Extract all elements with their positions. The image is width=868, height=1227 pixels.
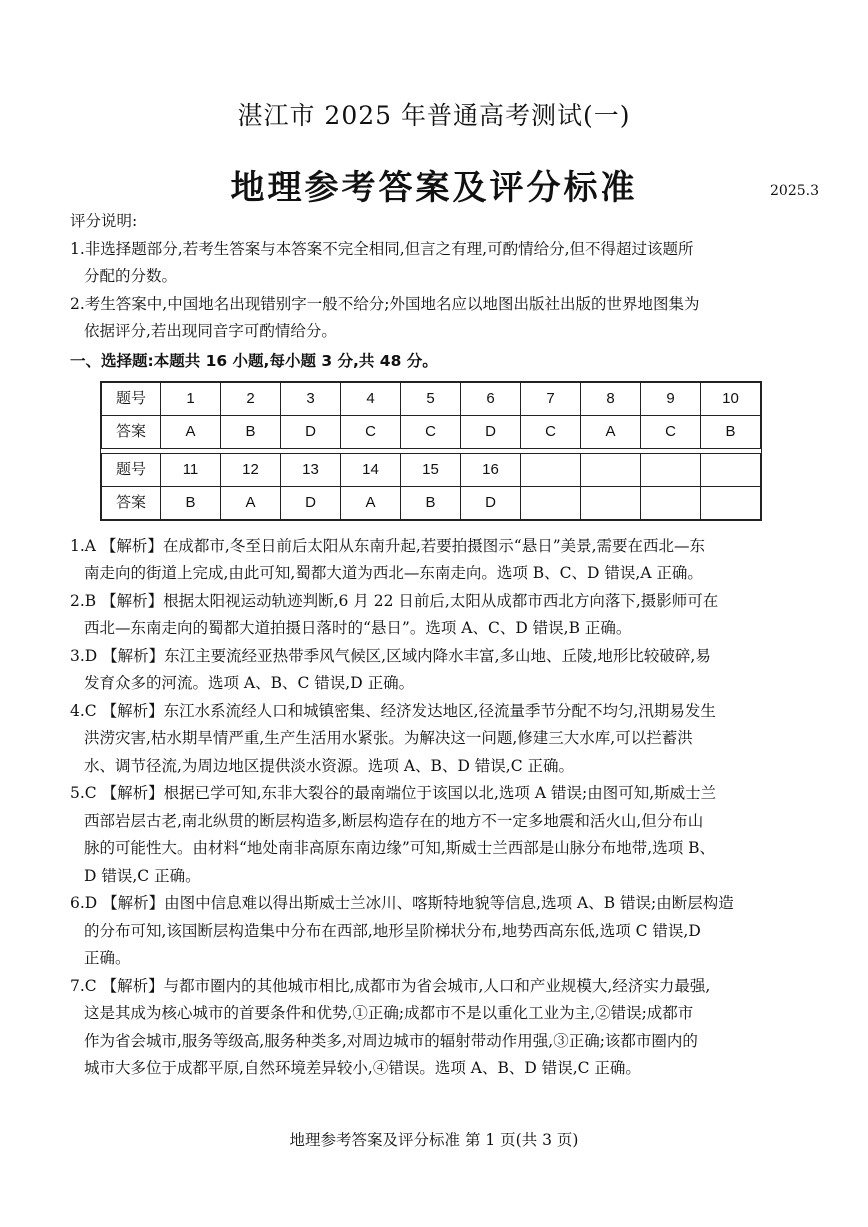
answer-cell: C (341, 416, 401, 449)
note-line: 2.考生答案中,中国地名出现错别字一般不给分;外国地名应以地图出版社出版的世界地图集为 (70, 294, 700, 313)
table-row (102, 383, 761, 416)
question-number: 11 (161, 454, 221, 487)
explanation-item-5 (70, 780, 800, 890)
answer-cell: B (161, 487, 221, 520)
explanation-line: 1.A 【解析】在成都市,冬至日前后太阳从东南升起,若要拍摄图示“悬日”美景,需要在西北—东 (70, 536, 706, 555)
table-row (102, 454, 761, 487)
explanation-line: 脉的可能性大。由材料“地处南非高原东南边缘”可知,斯威士兰西部是山脉分布地带,选项 B、 (84, 839, 716, 857)
question-number: 1 (161, 383, 221, 416)
question-number: 3 (281, 383, 341, 416)
table-row (102, 416, 761, 449)
note-line: 1.非选择题部分,若考生答案与本答案不完全相同,但言之有理,可酌情给分,但不得超过该题所 (70, 239, 694, 258)
answer-cell: A (161, 416, 221, 449)
answer-cell: C (401, 416, 461, 449)
row-label-number: 题号 (102, 383, 161, 416)
row-label-number: 题号 (102, 454, 161, 487)
explanation-line: 6.D 【解析】由图中信息难以得出斯威士兰冰川、喀斯特地貌等信息,选项 A、B 错误;由断层构造 (70, 894, 734, 912)
answer-cell: B (401, 487, 461, 520)
question-number (581, 454, 641, 487)
explanation-item-4 (70, 698, 800, 781)
explanation-item-1 (70, 533, 800, 588)
page-footer: 地理参考答案及评分标准 第 1 页(共 3 页) (289, 1131, 579, 1149)
explanations-list (70, 533, 800, 1083)
document-title: 地理参考答案及评分标准 (230, 168, 638, 208)
explanation-line: 2.B 【解析】根据太阳视运动轨迹判断,6 月 22 日前后,太阳从成都市西北方向落下,摄影师可在 (70, 591, 719, 610)
row-label-answer: 答案 (102, 416, 161, 449)
question-number: 10 (701, 383, 761, 416)
notes-heading: 评分说明: (70, 212, 138, 230)
question-number: 13 (281, 454, 341, 487)
explanation-line: 3.D 【解析】东江主要流经亚热带季风气候区,区域内降水丰富,多山地、丘陵,地形比较破碎,易 (70, 646, 711, 665)
explanation-item-6 (70, 890, 800, 973)
explanation-item-3 (70, 643, 800, 698)
explanation-line: 城市大多位于成都平原,自然环境差异较小,④错误。选项 A、B、D 错误,C 正确。 (84, 1059, 641, 1077)
answer-cell: D (461, 416, 521, 449)
table-row (102, 487, 761, 520)
explanation-line: 洪涝灾害,枯水期旱情严重,生产生活用水紧张。为解决这一问题,修建三大水库,可以拦蓄洪 (84, 729, 693, 747)
answer-cell: B (701, 416, 761, 449)
note-item-1 (70, 236, 800, 291)
answer-cell (641, 487, 701, 520)
answer-cell (581, 487, 641, 520)
question-number: 2 (221, 383, 281, 416)
answer-cell (701, 487, 761, 520)
document-body (70, 208, 800, 1083)
note-line: 依据评分,若出现同音字可酌情给分。 (84, 322, 337, 340)
answer-cell: C (521, 416, 581, 449)
note-item-2 (70, 291, 800, 346)
explanation-line: 正确。 (84, 949, 131, 967)
explanation-item-7 (70, 973, 800, 1083)
explanation-line: D 错误,C 正确。 (84, 866, 201, 885)
answer-cell: D (281, 487, 341, 520)
question-number: 8 (581, 383, 641, 416)
explanation-line: 作为省会城市,服务等级高,服务种类多,对周边城市的辐射带动作用强,③正确;该都市圈内的 (84, 1031, 698, 1050)
document-date: 2025.3 (770, 183, 819, 199)
answer-cell: A (221, 487, 281, 520)
explanation-line: 这是其成为核心城市的首要条件和优势,①正确;成都市不是以重化工业为主,②错误;成都市 (84, 1004, 694, 1022)
answer-table-grid (101, 382, 761, 520)
question-number: 14 (341, 454, 401, 487)
question-number: 4 (341, 383, 401, 416)
explanation-item-2 (70, 588, 800, 643)
question-number: 16 (461, 454, 521, 487)
answer-cell (521, 487, 581, 520)
question-number: 15 (401, 454, 461, 487)
section-heading: 一、选择题:本题共 16 小题,每小题 3 分,共 48 分。 (70, 351, 438, 370)
answer-cell: A (341, 487, 401, 520)
question-number: 6 (461, 383, 521, 416)
answer-cell: C (641, 416, 701, 449)
question-number: 5 (401, 383, 461, 416)
explanation-line: 的分布可知,该国断层构造集中分布在西部,地形呈阶梯状分布,地势西高东低,选项 C 错误,D (84, 921, 701, 940)
answer-cell: A (581, 416, 641, 449)
note-line: 分配的分数。 (84, 267, 178, 285)
answer-cell: B (221, 416, 281, 449)
exam-title: 湛江市 2025 年普通高考测试(一) (237, 101, 631, 130)
explanation-line: 西部岩层古老,南北纵贯的断层构造多,断层构造存在的地方不一定多地震和活火山,但分布山 (84, 811, 704, 830)
explanation-line: 5.C 【解析】根据已学可知,东非大裂谷的最南端位于该国以北,选项 A 错误;由图可知,斯威士兰 (70, 784, 717, 802)
question-number (521, 454, 581, 487)
explanation-line: 南走向的街道上完成,由此可知,蜀都大道为西北—东南走向。选项 B、C、D 错误,A 正确。 (84, 564, 703, 582)
explanation-line: 西北—东南走向的蜀都大道拍摄日落时的“悬日”。选项 A、C、D 错误,B 正确。 (84, 619, 632, 637)
question-number (701, 454, 761, 487)
answer-table (100, 381, 762, 521)
question-number: 7 (521, 383, 581, 416)
explanation-line: 发育众多的河流。选项 A、B、C 错误,D 正确。 (84, 674, 415, 692)
explanation-line: 水、调节径流,为周边地区提供淡水资源。选项 A、B、D 错误,C 正确。 (84, 756, 575, 775)
explanation-line: 7.C 【解析】与都市圈内的其他城市相比,成都市为省会城市,人口和产业规模大,经济实力最强, (70, 976, 711, 995)
row-label-answer: 答案 (102, 487, 161, 520)
question-number: 9 (641, 383, 701, 416)
explanation-line: 4.C 【解析】东江水系流经人口和城镇密集、经济发达地区,径流量季节分配不均匀,汛期易发生 (70, 701, 716, 720)
answer-cell: D (281, 416, 341, 449)
question-number: 12 (221, 454, 281, 487)
answer-cell: D (461, 487, 521, 520)
question-number (641, 454, 701, 487)
